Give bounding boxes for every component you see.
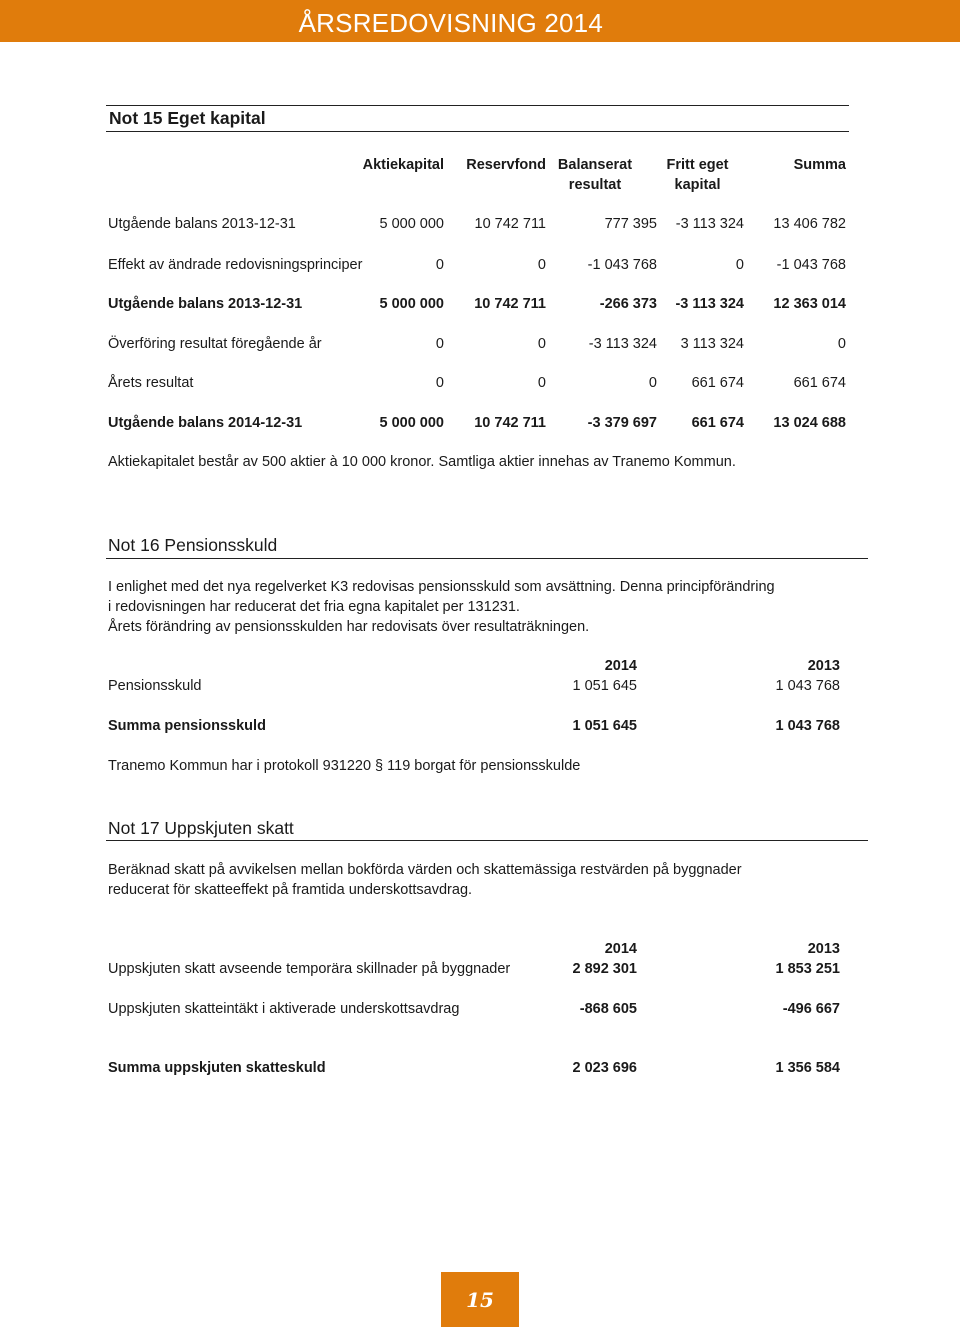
paragraph-line: Beräknad skatt på avvikelsen mellan bokförda värden och skattemässiga restvärden på byggnader	[108, 862, 742, 878]
cell: -3 379 697	[587, 415, 657, 431]
cell: -496 667	[782, 1001, 840, 1017]
cell: 13 406 782	[773, 216, 846, 232]
column-header: Aktiekapital	[362, 157, 444, 173]
cell: 1 853 251	[775, 961, 840, 977]
page-number: 15	[466, 1287, 494, 1312]
cell: 661 674	[691, 415, 744, 431]
paragraph-line: i redovisningen har reducerat det fria egna kapitalet per 131231.	[108, 599, 520, 615]
note16-paragraph	[108, 577, 775, 637]
divider	[106, 131, 849, 132]
cell: 10 742 711	[474, 296, 546, 312]
note16-title: Not 16 Pensionsskuld	[108, 535, 278, 555]
row-label: Utgående balans 2014-12-31	[108, 415, 303, 431]
cell: 661 674	[691, 375, 744, 391]
cell: 0	[435, 257, 444, 273]
cell: 1 051 645	[572, 718, 637, 734]
cell: 5 000 000	[379, 216, 444, 232]
cell: 0	[435, 375, 444, 391]
column-header: Summa	[793, 157, 846, 173]
cell: 5 000 000	[379, 296, 444, 312]
cell: 0	[648, 375, 657, 391]
cell: -3 113 324	[588, 336, 657, 352]
note17-paragraph	[108, 860, 742, 900]
row-label: Pensionsskuld	[108, 678, 202, 694]
cell: 2 892 301	[572, 961, 637, 977]
cell: 777 395	[604, 216, 657, 232]
paragraph-line: reducerat för skatteeffekt på framtida underskottsavdrag.	[108, 882, 473, 898]
year-header-2013: 2013	[807, 941, 840, 957]
divider	[106, 840, 868, 841]
cell: 13 024 688	[773, 415, 846, 431]
column-header: Balanserat	[557, 157, 633, 173]
cell: -1 043 768	[587, 257, 657, 273]
year-header-2014: 2014	[604, 658, 637, 674]
row-label: Effekt av ändrade redovisningsprinciper	[108, 257, 363, 273]
cell: 0	[537, 375, 546, 391]
cell: 0	[537, 257, 546, 273]
cell: 12 363 014	[773, 296, 846, 312]
cell: 2 023 696	[572, 1060, 637, 1076]
column-header: resultat	[568, 177, 622, 193]
cell: 1 051 645	[572, 678, 637, 694]
cell: 10 742 711	[474, 415, 546, 431]
row-label: Uppskjuten skatt avseende temporära skillnader på byggnader	[108, 961, 511, 977]
cell: 10 742 711	[474, 216, 546, 232]
row-label: Utgående balans 2013-12-31	[108, 296, 303, 312]
header-bar	[0, 0, 960, 42]
note17-title: Not 17 Uppskjuten skatt	[108, 818, 294, 838]
cell: 1 043 768	[775, 678, 840, 694]
cell: 5 000 000	[379, 415, 444, 431]
cell: 1 043 768	[775, 718, 840, 734]
note16-footnote: Tranemo Kommun har i protokoll 931220 § 119 borgat för pensionsskulde	[108, 758, 581, 774]
paragraph-line: I enlighet med det nya regelverket K3 redovisas pensionsskuld som avsättning. Denna principförändring	[108, 579, 775, 595]
paragraph-line: Årets förändring av pensionsskulden har redovisats över resultaträkningen.	[108, 619, 590, 635]
row-label: Överföring resultat föregående år	[108, 336, 322, 352]
document-title: ÅRSREDOVISNING 2014	[298, 8, 603, 38]
column-header: kapital	[674, 177, 721, 193]
note15-footnote: Aktiekapitalet består av 500 aktier à 10 000 kronor. Samtliga aktier innehas av Tranemo Kommun.	[108, 454, 736, 470]
cell: 0	[435, 336, 444, 352]
cell: 661 674	[793, 375, 846, 391]
year-header-2014: 2014	[604, 941, 637, 957]
column-header: Fritt eget	[666, 157, 729, 173]
divider	[106, 558, 868, 559]
row-label: Uppskjuten skatteintäkt i aktiverade underskottsavdrag	[108, 1001, 460, 1017]
cell: -266 373	[599, 296, 657, 312]
cell: -3 113 324	[675, 216, 744, 232]
cell: 0	[735, 257, 744, 273]
cell: -3 113 324	[675, 296, 744, 312]
cell: -1 043 768	[776, 257, 846, 273]
divider	[106, 105, 849, 106]
row-label: Summa uppskjuten skatteskuld	[108, 1060, 326, 1076]
cell: 3 113 324	[680, 336, 744, 352]
column-header: Reservfond	[466, 157, 546, 173]
cell: 0	[837, 336, 846, 352]
row-label: Årets resultat	[108, 375, 194, 391]
cell: 0	[537, 336, 546, 352]
cell: 1 356 584	[775, 1060, 840, 1076]
row-label: Summa pensionsskuld	[108, 718, 266, 734]
year-header-2013: 2013	[807, 658, 840, 674]
row-label: Utgående balans 2013-12-31	[108, 216, 296, 232]
note15-title: Not 15 Eget kapital	[109, 108, 266, 128]
page-number-badge	[441, 1272, 519, 1327]
cell: -868 605	[579, 1001, 637, 1017]
